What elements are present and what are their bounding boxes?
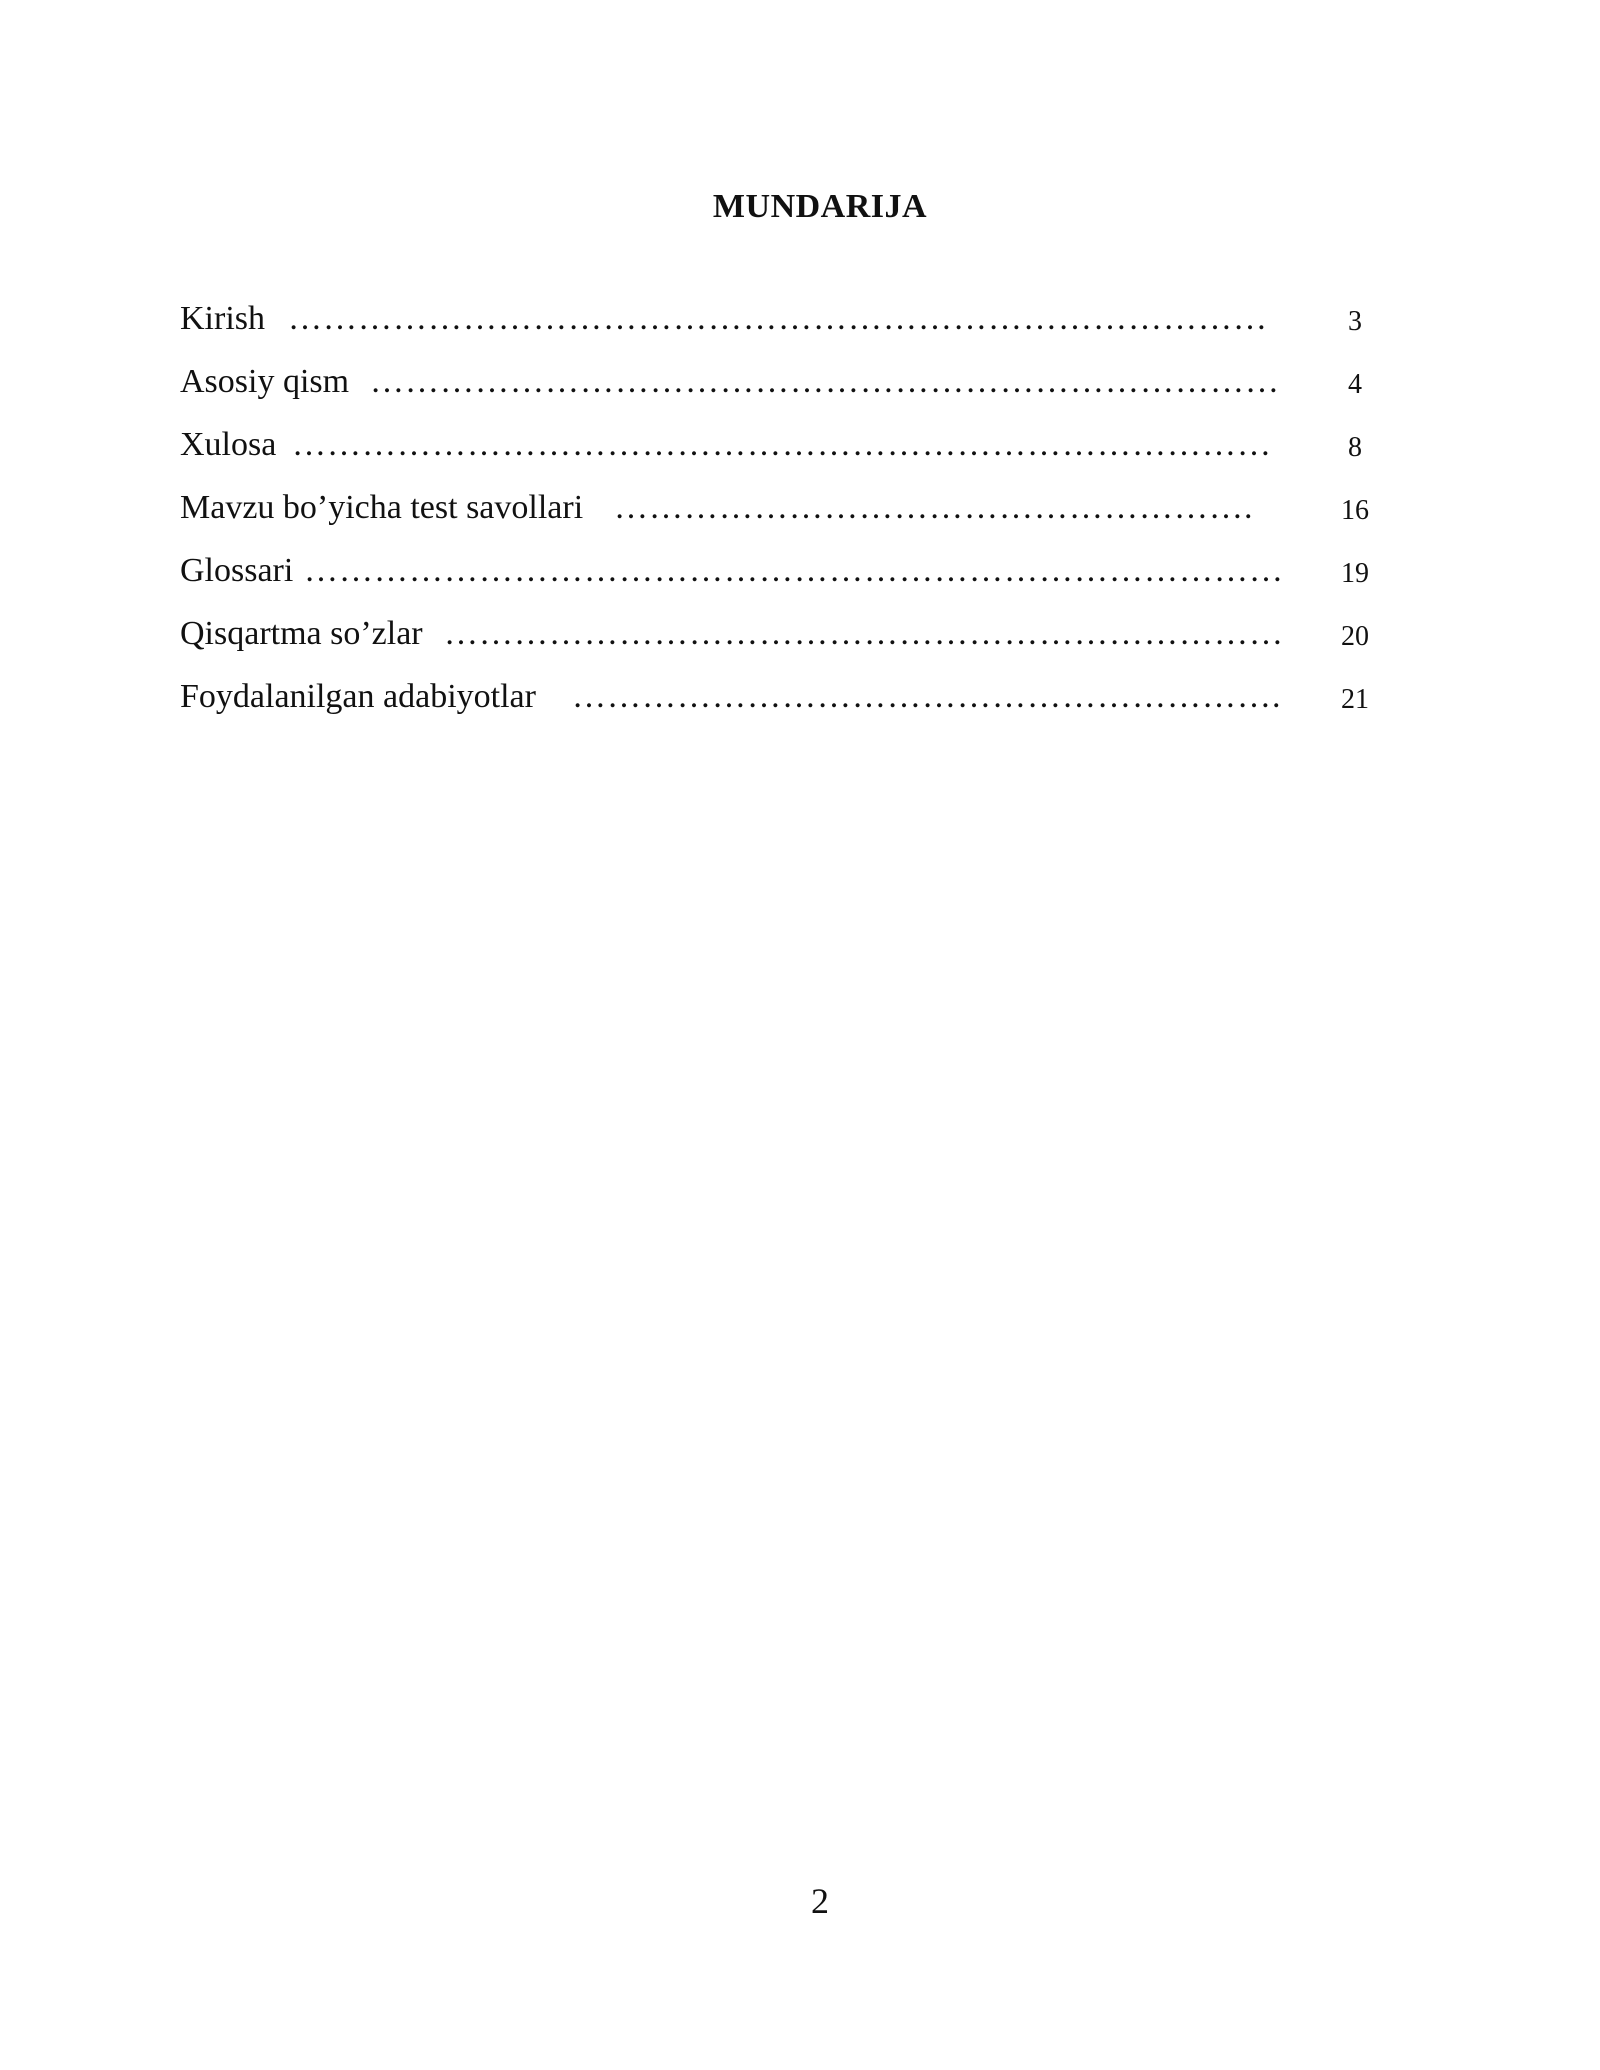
toc-dot-leader: …………………………………………………………………………	[292, 426, 1272, 463]
toc-entry-glossari	[180, 552, 1380, 615]
toc-dot-leader: …………………………………………………………………………	[304, 552, 1284, 589]
toc-entry-text: Mavzu bo’yicha test savollari	[180, 489, 584, 526]
page-number: 2	[811, 1881, 829, 1921]
page-title: MUNDARIJA	[712, 188, 928, 225]
toc-dot-leader: ……………………………………………….	[614, 489, 1254, 526]
table-of-contents	[180, 300, 1380, 741]
toc-entry-page: 3	[1348, 306, 1362, 337]
toc-entry-page: 16	[1341, 495, 1369, 526]
toc-entry-page: 19	[1341, 558, 1369, 589]
toc-entry-text: Asosiy qism	[180, 363, 350, 400]
toc-entry-text: Foydalanilgan adabiyotlar	[180, 678, 536, 715]
toc-entry-xulosa	[180, 426, 1380, 489]
toc-entry-test-savollari	[180, 489, 1380, 552]
toc-entry-page: 8	[1348, 432, 1362, 463]
toc-entry-page: 20	[1341, 621, 1369, 652]
toc-entry-text: Xulosa	[180, 426, 277, 463]
toc-dot-leader: …………………………………………………….	[572, 678, 1282, 715]
toc-entry-text: Qisqartma so’zlar	[180, 615, 423, 652]
toc-dot-leader: ……………………………………………………………………	[370, 363, 1280, 400]
toc-entry-kirish	[180, 300, 1380, 363]
toc-entry-text: Glossari	[180, 552, 294, 589]
toc-entry-text: Kirish	[180, 300, 265, 337]
toc-entry-adabiyotlar	[180, 678, 1380, 741]
toc-entry-qisqartma	[180, 615, 1380, 678]
toc-entry-asosiy-qism	[180, 363, 1380, 426]
toc-entry-page: 4	[1348, 369, 1362, 400]
toc-dot-leader: ………………………………………………………………	[444, 615, 1284, 652]
toc-dot-leader: …………………………………………………………………………	[288, 300, 1268, 337]
toc-entry-page: 21	[1341, 684, 1369, 715]
